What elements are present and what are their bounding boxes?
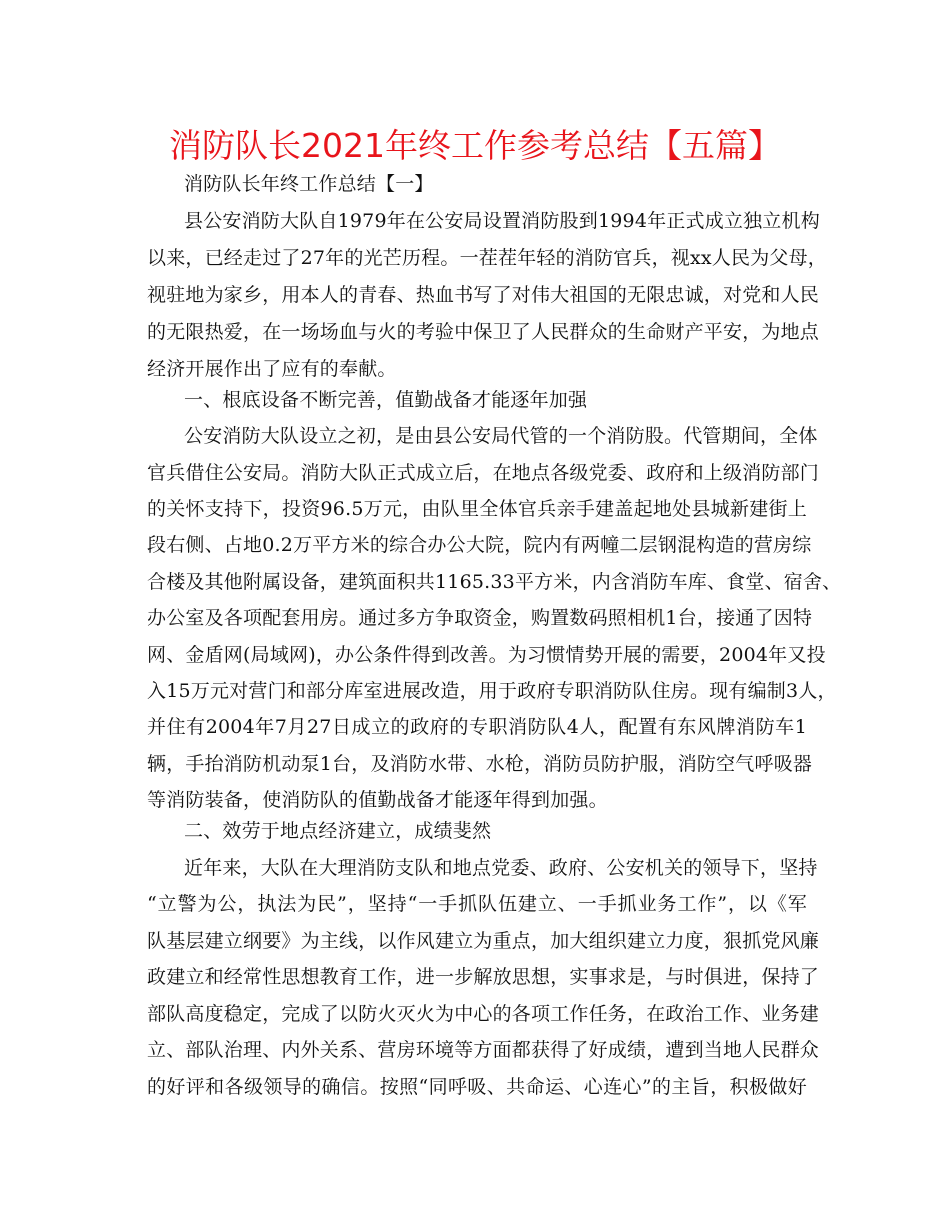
paragraph-line: 合楼及其他附属设备，建筑面积共1165.33平方米，内含消防车库、食堂、宿舍、 [147, 571, 842, 593]
paragraph-line: 的关怀支持下，投资96.5万元，由队里全体官兵亲手建盖起地处县城新建街上 [147, 498, 807, 520]
paragraph-line: 经济开展作出了应有的奉献。 [147, 358, 397, 380]
paragraph-line: 部队高度稳定，完成了以防火灭火为中心的各项工作任务，在政治工作、业务建 [147, 1003, 820, 1025]
section-heading: 消防队长年终工作总结【一】 [184, 173, 434, 195]
paragraph-line: 的好评和各级领导的确信。按照“同呼吸、共命运、心连心”的主旨，积极做好 [147, 1076, 807, 1098]
paragraph-line: 的无限热爱，在一场场血与火的考验中保卫了人民群众的生命财产平安，为地点 [147, 321, 820, 343]
paragraph-line: 立、部队治理、内外关系、营房环境等方面都获得了好成绩，遭到当地人民群众 [147, 1039, 820, 1061]
paragraph-line: 入15万元对营门和部分库室进展改造，用于政府专职消防队住房。现有编制3人， [147, 680, 837, 702]
document-title: 消防队长2021年终工作参考总结【五篇】 [169, 126, 781, 165]
paragraph-line: 并住有2004年7月27日成立的政府的专职消防队4人，配置有东风牌消防车1 [147, 716, 807, 738]
paragraph-line: 以来，已经走过了27年的光芒历程。一茬茬年轻的消防官兵，视xx人民为父母， [147, 247, 828, 269]
paragraph-line: 公安消防大队设立之初，是由县公安局代管的一个消防股。代管期间，全体 [184, 425, 818, 447]
paragraph-line: 办公室及各项配套用房。通过多方争取资金，购置数码照相机1台，接通了因特 [147, 607, 813, 629]
paragraph-line: 网、金盾网(局域网)，办公条件得到改善。为习惯情势开展的需要，2004年又投 [147, 644, 826, 666]
paragraph-line: 段右侧、占地0.2万平方米的综合办公大院，院内有两幢二层钢混构造的营房综 [147, 534, 812, 556]
section-heading: 一、根底设备不断完善，值勤战备才能逐年加强 [184, 389, 588, 411]
paragraph-line: 辆，手抬消防机动泵1台，及消防水带、水枪，消防员防护服，消防空气呼吸器 [147, 753, 813, 775]
paragraph-line: 县公安消防大队自1979年在公安局设置消防股到1994年正式成立独立机构 [184, 210, 820, 232]
paragraph-line: 近年来，大队在大理消防支队和地点党委、政府、公安机关的领导下，坚持 [184, 857, 818, 879]
paragraph-line: “立警为公，执法为民”，坚持“一手抓队伍建立、一手抓业务工作”，以《军 [147, 893, 807, 915]
paragraph-line: 等消防装备，使消防队的值勤战备才能逐年得到加强。 [147, 789, 608, 811]
section-heading: 二、效劳于地点经济建立，成绩斐然 [184, 820, 492, 842]
paragraph-line: 政建立和经常性思想教育工作，进一步解放思想，实事求是，与时俱进，保持了 [147, 966, 820, 988]
paragraph-line: 队基层建立纲要》为主线，以作风建立为重点，加大组织建立力度，狠抓党风廉 [147, 930, 820, 952]
paragraph-line: 视驻地为家乡，用本人的青春、热血书写了对伟大祖国的无限忠诚，对党和人民 [147, 284, 820, 306]
paragraph-line: 官兵借住公安局。消防大队正式成立后，在地点各级党委、政府和上级消防部门 [147, 462, 820, 484]
